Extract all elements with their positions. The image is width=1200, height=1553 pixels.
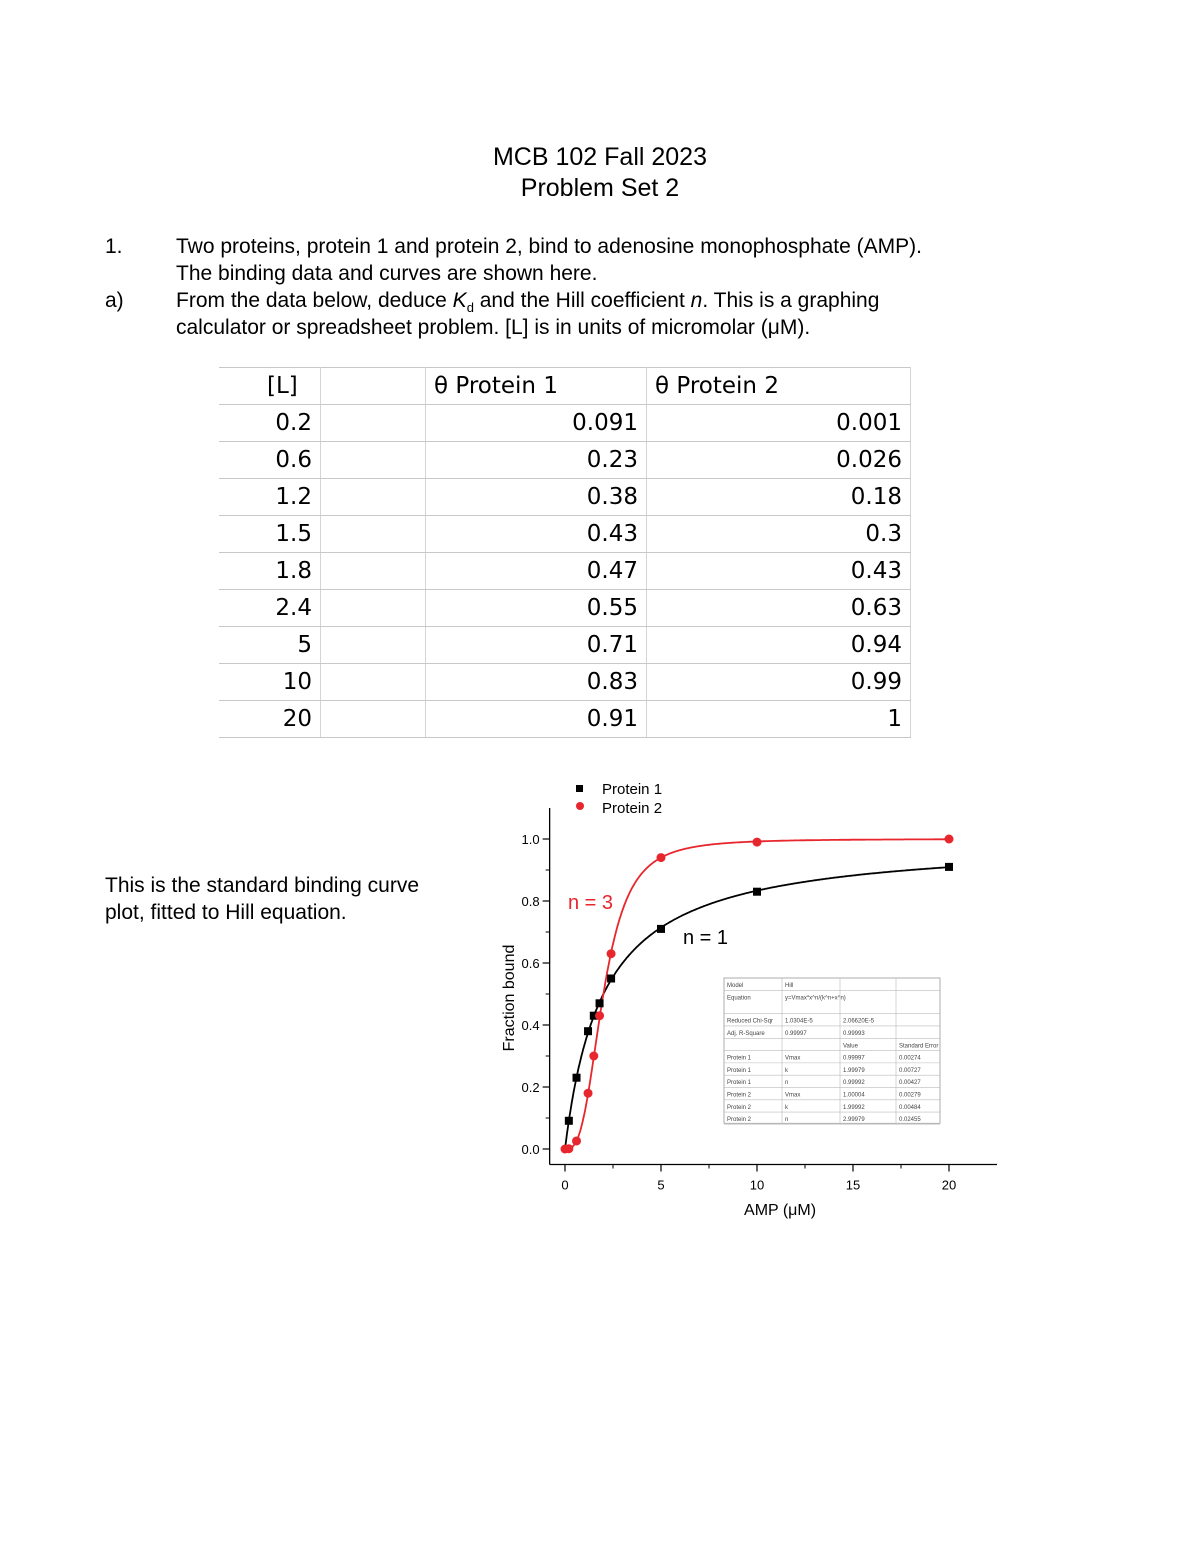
cell-protein2: 0.63 — [647, 590, 911, 627]
protein2-data-point — [607, 949, 616, 958]
cell-protein2: 0.026 — [647, 442, 911, 479]
kd-subscript: d — [466, 300, 474, 316]
cell-protein2: 0.3 — [647, 516, 911, 553]
cell-ligand: 1.2 — [219, 479, 321, 516]
cell-protein2: 0.43 — [647, 553, 911, 590]
cell-protein2: 1 — [647, 701, 911, 738]
document-subtitle: Problem Set 2 — [520, 174, 680, 202]
y-tick-label: 0.4 — [521, 1018, 540, 1033]
part-text-pre: From the data below, deduce — [176, 289, 453, 312]
fit-table-cell: 1.99992 — [843, 1104, 865, 1111]
fit-table-cell: 2.06620E-5 — [843, 1018, 875, 1025]
fit-table-cell: y=Vmax*x^n/(k^n+x^n) — [785, 995, 846, 1002]
side-note-line2: plot, fitted to Hill equation. — [105, 901, 347, 924]
protein2-data-point — [564, 1144, 573, 1153]
x-tick-label: 5 — [657, 1177, 665, 1193]
cell-protein2: 0.001 — [647, 405, 911, 442]
x-tick-label: 15 — [845, 1177, 861, 1193]
fit-table-cell: 0.00427 — [899, 1080, 921, 1087]
part-label: a) — [105, 289, 124, 312]
protein2-data-point — [945, 835, 954, 844]
part-text-mid: and the Hill coefficient — [473, 289, 691, 312]
fit-table-cell: 0.00484 — [899, 1104, 921, 1111]
fit-table-cell: Value — [843, 1043, 858, 1050]
fit-table-cell: Protein 2 — [727, 1117, 752, 1124]
protein1-data-point — [607, 975, 615, 983]
fit-table-cell: 0.02455 — [899, 1117, 921, 1124]
cell-ligand: 20 — [219, 701, 321, 738]
x-axis-label: AMP (μM) — [744, 1202, 817, 1219]
x-tick-label: 10 — [749, 1177, 765, 1193]
cell-protein1: 0.91 — [426, 701, 647, 738]
fit-table-cell: Protein 1 — [727, 1067, 752, 1074]
protein1-data-point — [945, 863, 953, 871]
y-axis-label: Fraction bound — [501, 944, 518, 1052]
fit-table-cell: 0.00274 — [899, 1055, 921, 1062]
protein1-data-point — [565, 1117, 573, 1125]
cell-ligand: 10 — [219, 664, 321, 701]
y-tick-label: 0.2 — [521, 1080, 540, 1095]
fit-table-cell: 0.99997 — [785, 1030, 807, 1037]
kd-symbol: K — [452, 289, 467, 312]
cell-ligand: 2.4 — [219, 590, 321, 627]
n-symbol: n — [690, 289, 703, 312]
cell-protein1: 0.091 — [426, 405, 647, 442]
protein1-data-point — [584, 1027, 592, 1035]
x-tick-label: 0 — [561, 1177, 569, 1193]
cell-ligand: 0.6 — [219, 442, 321, 479]
fit-table-cell: Model — [727, 983, 744, 989]
document-title: MCB 102 Fall 2023 — [492, 143, 707, 171]
fit-table-cell: 1.99979 — [843, 1067, 865, 1074]
fit-table-cell: 1.00004 — [843, 1092, 865, 1099]
protein2-data-point — [589, 1052, 598, 1061]
protein2-hill-annotation: n = 3 — [568, 892, 614, 914]
question-text-line2: The binding data and curves are shown here. — [176, 262, 598, 285]
legend-protein1-marker — [576, 785, 583, 792]
fit-table-cell: Hill — [785, 983, 794, 989]
y-tick-label: 0.6 — [521, 956, 540, 971]
protein2-data-point — [595, 1011, 604, 1020]
cell-protein1: 0.38 — [426, 479, 647, 516]
fit-table-cell: Protein 1 — [727, 1080, 752, 1087]
cell-protein2: 0.94 — [647, 627, 911, 664]
cell-protein1: 0.47 — [426, 553, 647, 590]
cell-protein1: 0.83 — [426, 664, 647, 701]
cell-ligand: 0.2 — [219, 405, 321, 442]
protein1-hill-annotation: n = 1 — [683, 927, 729, 949]
legend-protein1-label: Protein 1 — [602, 781, 663, 798]
cell-protein2: 0.99 — [647, 664, 911, 701]
table-header-protein1: θ Protein 1 — [426, 368, 647, 405]
fit-table-cell: Vmax — [785, 1092, 801, 1099]
fit-table-cell: Protein 1 — [727, 1055, 752, 1062]
fit-table-cell: Vmax — [785, 1055, 801, 1062]
fit-table-cell: Reduced Chi-Sqr — [727, 1018, 774, 1025]
fit-table-cell: k — [785, 1067, 788, 1074]
fit-table-cell: Standard Error — [899, 1043, 939, 1050]
protein1-data-point — [573, 1074, 581, 1082]
fit-table-cell: k — [785, 1104, 788, 1111]
fit-table-cell: 0.00279 — [899, 1092, 921, 1099]
y-tick-label: 1.0 — [521, 832, 540, 847]
question-text-line1: Two proteins, protein 1 and protein 2, bind to adenosine monophosphate (AMP). — [176, 235, 922, 258]
cell-protein1: 0.71 — [426, 627, 647, 664]
fit-table-cell: Adj. R-Square — [727, 1030, 765, 1037]
cell-protein1: 0.55 — [426, 590, 647, 627]
fit-table-cell: 2.99979 — [843, 1117, 865, 1124]
fit-table-cell: 0.99992 — [843, 1080, 865, 1087]
fit-table-cell: Protein 2 — [727, 1092, 752, 1099]
legend-protein2-label: Protein 2 — [602, 800, 663, 817]
cell-protein1: 0.23 — [426, 442, 647, 479]
side-note-line1: This is the standard binding curve — [105, 874, 420, 897]
cell-protein1: 0.43 — [426, 516, 647, 553]
x-tick-label: 20 — [941, 1177, 957, 1193]
fit-table-cell: Equation — [727, 995, 751, 1002]
cell-protein2: 0.18 — [647, 479, 911, 516]
y-tick-label: 0.0 — [521, 1142, 540, 1157]
protein2-data-point — [584, 1089, 593, 1098]
protein1-data-point — [596, 999, 604, 1007]
fit-table-cell: 1.0304E-5 — [785, 1018, 813, 1025]
protein2-data-point — [753, 838, 762, 847]
cell-ligand: 1.5 — [219, 516, 321, 553]
protein2-data-point — [572, 1136, 581, 1145]
part-text-post: . This is a graphing — [702, 289, 880, 312]
fit-table-cell: n — [785, 1117, 789, 1124]
legend-protein2-marker — [576, 802, 584, 810]
table-header-ligand: [L] — [219, 368, 321, 405]
cell-ligand: 5 — [219, 627, 321, 664]
y-tick-label: 0.8 — [521, 894, 540, 909]
fit-table-cell: 0.00727 — [899, 1067, 921, 1074]
protein1-data-point — [657, 925, 665, 933]
cell-ligand: 1.8 — [219, 553, 321, 590]
protein1-data-point — [753, 888, 761, 896]
fit-table-cell: 0.99993 — [843, 1030, 865, 1037]
part-text-line2: calculator or spreadsheet problem. [L] is in units of micromolar (μM). — [176, 316, 811, 339]
protein2-data-point — [657, 853, 666, 862]
table-header-protein2: θ Protein 2 — [647, 368, 911, 405]
fit-table-cell: 0.99997 — [843, 1055, 865, 1062]
fit-table-cell: n — [785, 1080, 789, 1087]
question-number: 1. — [105, 235, 123, 258]
fit-table-cell: Protein 2 — [727, 1104, 752, 1111]
